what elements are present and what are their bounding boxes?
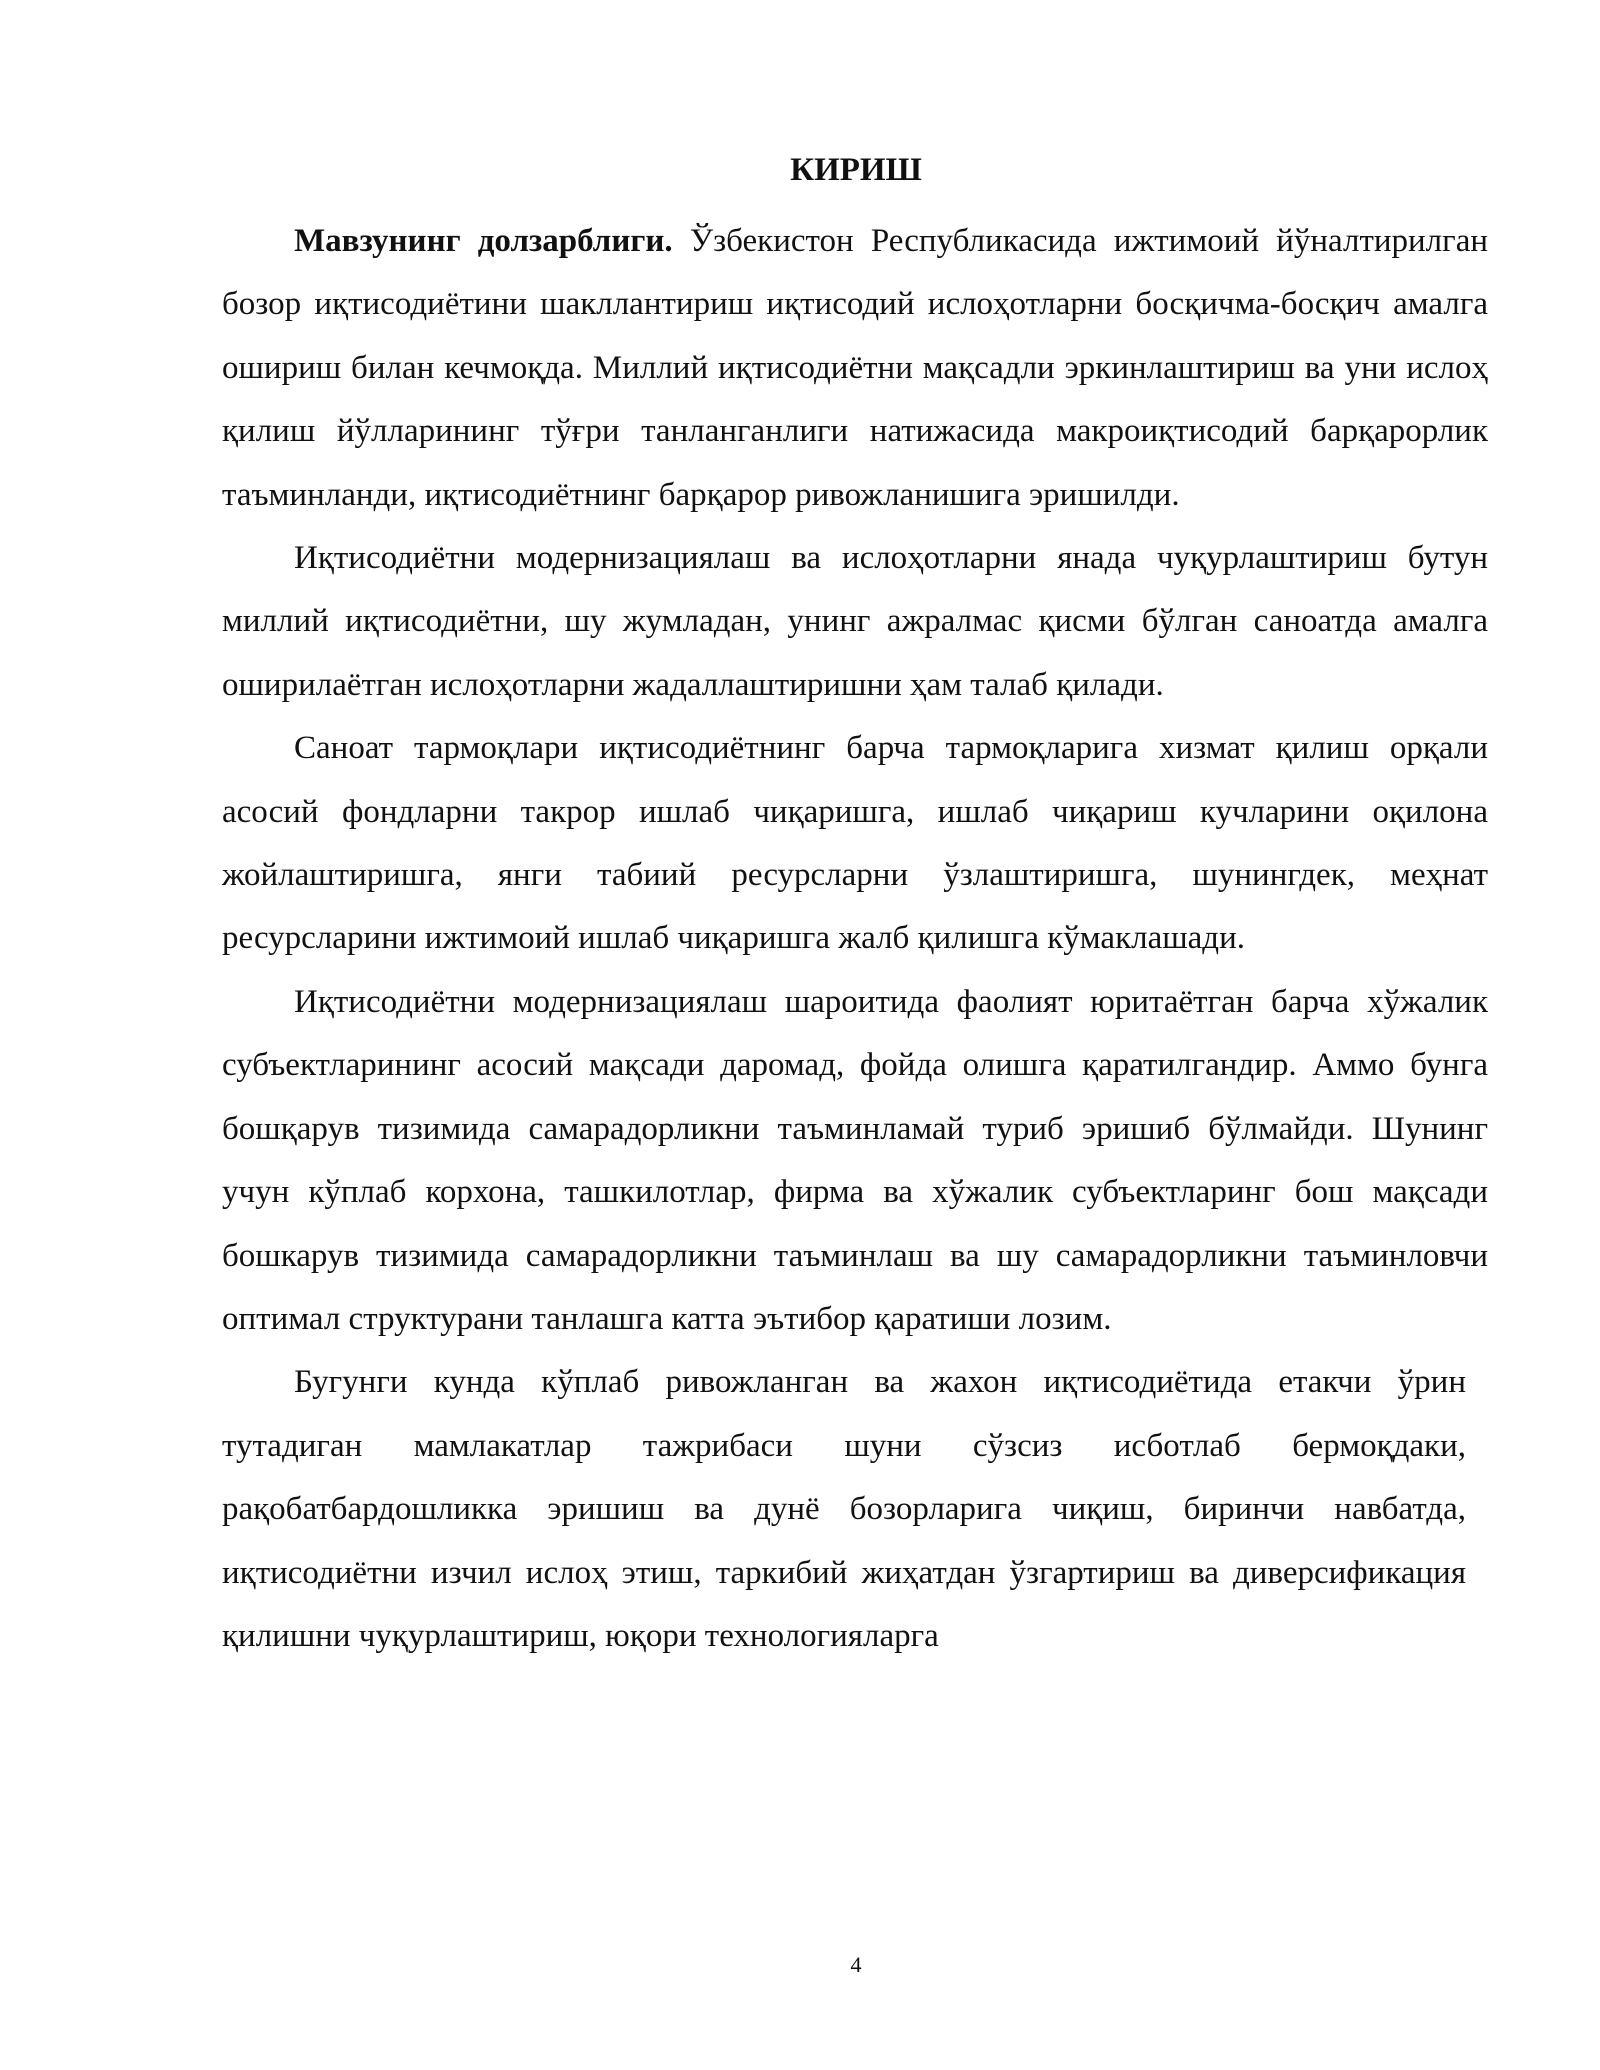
section-heading: КИРИШ: [790, 152, 922, 188]
body-text: [222, 210, 1488, 1668]
paragraph-text: Ўзбекистон Республикасида ижтимоий йўналтирилган бозор иқтисодиётини шакллантириш иқтисодий ислоҳотларни босқичма-босқич амалга ошириш билан кечмоқда. Миллий иқтисодиётни мақсадли эркинлаштириш ва уни ислоҳ қилиш йўлларининг тўғри танланганлиги натижасида макроиқтисодий барқарорлик таъминланди, иқтисодиётнинг барқарор ривожланишига эришилди.: [222, 223, 1488, 513]
page-number: 4: [850, 1952, 862, 1977]
paragraph-relevance: [222, 210, 1488, 527]
paragraph-modernization: Иқтисодиётни модернизациялаш ва ислоҳотларни янада чуқурлаштириш бутун миллий иқтисодиётни, шу жумладан, унинг ажралмас қисми бўлган саноатда амалга оширилаётган ислоҳотларни жадаллаштиришни ҳам талаб қилади.: [222, 540, 1488, 703]
paragraph-lead: Мавзунинг долзарблиги.: [294, 223, 673, 259]
paragraph-competitiveness: Бугунги кунда кўплаб ривожланган ва жахон иқтисодиётида етакчи ўрин тутадиган мамлакатлар тажрибаси шуни сўзсиз исботлаб бермоқдаки, рақобатбардошликка эришиш ва дунё бозорларига чиқиш, биринчи навбатда, иқтисодиётни изчил ислоҳ этиш, таркибий жиҳатдан ўзгартириш ва диверсификация қилишни чуқурлаштириш, юқори технологияларга: [222, 1364, 1466, 1654]
paragraph-industry: Саноат тармоқлари иқтисодиётнинг барча тармоқларига хизмат қилиш орқали асосий фондларни такрор ишлаб чиқаришга, ишлаб чиқариш кучларини оқилона жойлаштиришга, янги табиий ресурсларни ўзлаштиришга, шунингдек, меҳнат ресурсларини ижтимоий ишлаб чиқаришга жалб қилишга кўмаклашади.: [222, 730, 1488, 957]
paragraph-efficiency: Иқтисодиётни модернизациялаш шароитида фаолият юритаётган барча хўжалик субъектларининг асосий мақсади даромад, фойда олишга қаратилгандир. Аммо бунга бошқарув тизимида самарадорликни таъминламай туриб эришиб бўлмайди. Шунинг учун кўплаб корхона, ташкилотлар, фирма ва хўжалик субъектларинг бош мақсади бошкарув тизимида самарадорликни таъминлаш ва шу самарадорликни таъминловчи оптимал структурани танлашга катта эътибор қаратиши лозим.: [222, 983, 1488, 1337]
